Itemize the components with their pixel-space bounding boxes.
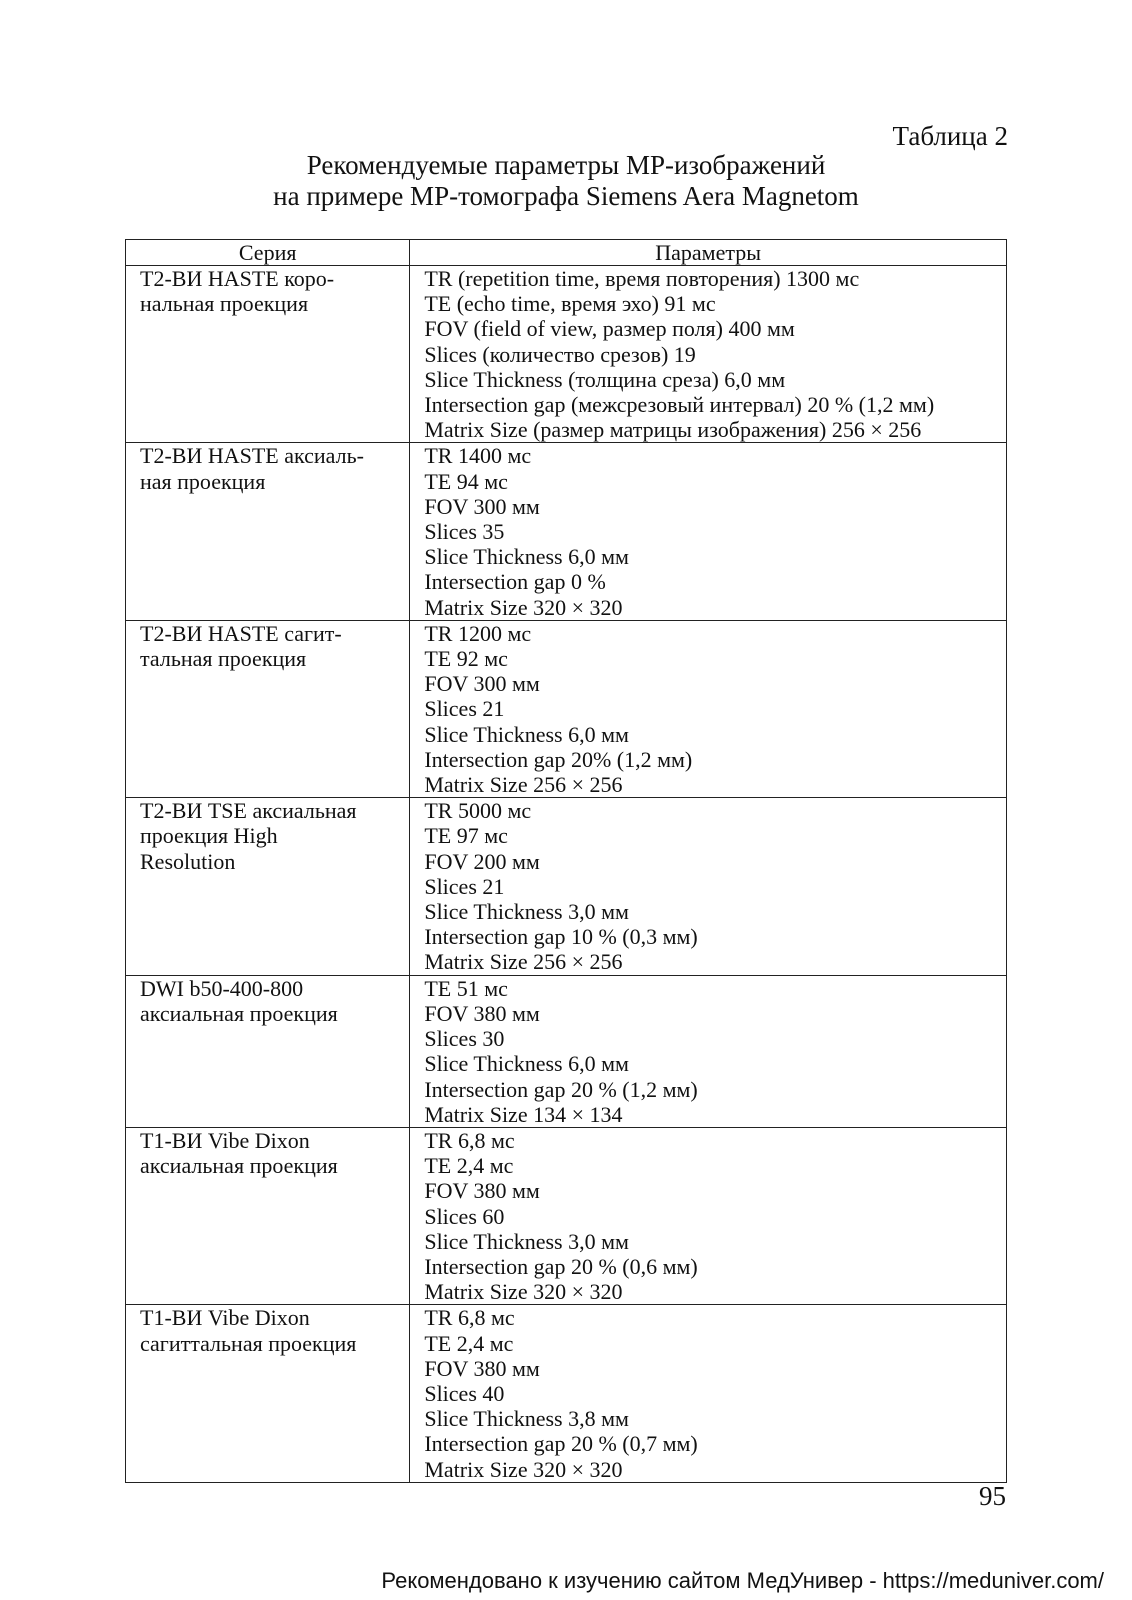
series-line: DWI b50-400-800 xyxy=(140,975,304,1001)
series-line: ная проекция xyxy=(140,468,266,494)
parameters-cell xyxy=(410,1127,1007,1304)
parameters-cell xyxy=(410,620,1007,797)
parameter-line: FOV (field of view, размер поля) 400 мм xyxy=(424,316,795,342)
parameters-cell xyxy=(410,443,1007,620)
table-label: Таблица 2 xyxy=(892,121,1008,151)
title-line: Рекомендуемые параметры МР-изображений xyxy=(306,150,826,180)
parameters-cell xyxy=(410,1305,1007,1482)
parameter-line: Intersection gap 20 % (1,2 мм) xyxy=(424,1076,698,1102)
parameter-line: TR (repetition time, время повторения) 1300 мс xyxy=(424,266,860,291)
series-line: Т2-ВИ HASTE аксиаль- xyxy=(140,443,364,469)
parameter-line: Slice Thickness 3,0 мм xyxy=(424,1228,629,1254)
series-line: проекция High xyxy=(140,823,278,849)
parameter-line: Slices 30 xyxy=(424,1026,505,1052)
series-line: Т1-ВИ Vibe Dixon xyxy=(140,1305,310,1331)
parameter-line: Slices 21 xyxy=(424,873,505,899)
parameter-line: Slice Thickness 6,0 мм xyxy=(424,721,629,747)
table-row xyxy=(126,975,1007,1127)
table-title xyxy=(0,150,1132,212)
page-number: 95 xyxy=(979,1481,1006,1511)
parameter-line: FOV 380 мм xyxy=(424,1355,540,1381)
table-row xyxy=(126,798,1007,975)
parameter-line: Slices 21 xyxy=(424,696,505,722)
series-line: тальная проекция xyxy=(140,646,307,672)
parameter-line: TE 2,4 мс xyxy=(424,1153,514,1179)
parameter-line: Matrix Size 256 × 256 xyxy=(424,949,623,975)
parameter-line: Intersection gap 20 % (0,7 мм) xyxy=(424,1431,698,1457)
parameter-line: Slices 60 xyxy=(424,1203,505,1229)
title-line: на примере МР-томографа Siemens Aera Magnetom xyxy=(273,181,859,211)
parameter-line: Matrix Size 320 × 320 xyxy=(424,594,623,620)
table-row xyxy=(126,1305,1007,1482)
table-header-row xyxy=(126,240,1007,266)
table-row xyxy=(126,620,1007,797)
parameter-line: TE (echo time, время эхо) 91 мс xyxy=(424,291,716,317)
header-parameters: Параметры xyxy=(410,240,1007,266)
parameter-line: FOV 200 мм xyxy=(424,848,540,874)
parameter-line: Intersection gap (межсрезовый интервал) 20 % (1,2 мм) xyxy=(424,392,935,418)
series-line: аксиальная проекция xyxy=(140,1153,338,1179)
parameters-table xyxy=(125,239,1007,1483)
series-cell xyxy=(126,266,410,443)
parameter-line: Slice Thickness 3,8 мм xyxy=(424,1406,629,1432)
header-series: Серия xyxy=(126,240,410,266)
series-line: сагиттальная проекция xyxy=(140,1330,357,1356)
series-line: Т1-ВИ Vibe Dixon xyxy=(140,1127,310,1153)
parameter-line: Matrix Size 320 × 320 xyxy=(424,1279,623,1305)
series-cell xyxy=(126,620,410,797)
parameter-line: Intersection gap 0 % xyxy=(424,569,606,595)
series-line: Resolution xyxy=(140,848,236,874)
parameter-line: Intersection gap 20% (1,2 мм) xyxy=(424,746,693,772)
parameters-cell xyxy=(410,798,1007,975)
table-body xyxy=(126,266,1007,1483)
parameter-line: Slices 40 xyxy=(424,1380,505,1406)
parameter-line: TR 1400 мс xyxy=(424,443,532,469)
series-line: Т2-ВИ HASTE сагит- xyxy=(140,620,342,646)
footer-note: Рекомендовано к изучению сайтом МедУнивер - https://meduniver.com/ xyxy=(381,1568,1104,1593)
parameter-line: Matrix Size 320 × 320 xyxy=(424,1456,623,1482)
series-line: Т2-ВИ HASTE коро- xyxy=(140,266,335,291)
series-cell xyxy=(126,975,410,1127)
parameter-line: TE 92 мс xyxy=(424,646,508,672)
series-line: аксиальная проекция xyxy=(140,1000,338,1026)
series-cell xyxy=(126,798,410,975)
parameter-line: Slices (количество срезов) 19 xyxy=(424,341,696,367)
parameter-line: FOV 300 мм xyxy=(424,671,540,697)
parameter-line: Slice Thickness (толщина среза) 6,0 мм xyxy=(424,366,786,392)
parameter-line: Intersection gap 10 % (0,3 мм) xyxy=(424,924,698,950)
parameter-line: Slice Thickness 6,0 мм xyxy=(424,1051,629,1077)
series-line: Т2-ВИ TSE аксиальная xyxy=(140,798,357,824)
parameter-line: Matrix Size (размер матрицы изображения) 256 × 256 xyxy=(424,417,922,443)
parameter-line: TE 94 мс xyxy=(424,468,508,494)
parameter-line: Slice Thickness 3,0 мм xyxy=(424,899,629,925)
series-cell xyxy=(126,1305,410,1482)
parameter-line: Slices 35 xyxy=(424,519,505,545)
series-cell xyxy=(126,1127,410,1304)
parameters-cell xyxy=(410,975,1007,1127)
parameter-line: FOV 380 мм xyxy=(424,1178,540,1204)
series-line: нальная проекция xyxy=(140,291,309,317)
table-row xyxy=(126,1127,1007,1304)
parameter-line: TE 2,4 мс xyxy=(424,1330,514,1356)
parameter-line: FOV 380 мм xyxy=(424,1000,540,1026)
parameter-line: Matrix Size 256 × 256 xyxy=(424,772,623,798)
parameter-line: Intersection gap 20 % (0,6 мм) xyxy=(424,1253,698,1279)
parameter-line: FOV 300 мм xyxy=(424,493,540,519)
parameter-line: Slice Thickness 6,0 мм xyxy=(424,544,629,570)
parameters-cell xyxy=(410,266,1007,443)
table-row xyxy=(126,443,1007,620)
parameter-line: Matrix Size 134 × 134 xyxy=(424,1101,623,1127)
parameter-line: TR 6,8 мс xyxy=(424,1127,515,1153)
parameter-line: TE 97 мс xyxy=(424,823,508,849)
parameter-line: TR 5000 мс xyxy=(424,798,532,824)
parameter-line: TE 51 мс xyxy=(424,975,508,1001)
series-cell xyxy=(126,443,410,620)
table-row xyxy=(126,266,1007,443)
parameter-line: TR 6,8 мс xyxy=(424,1305,515,1331)
parameter-line: TR 1200 мс xyxy=(424,620,532,646)
